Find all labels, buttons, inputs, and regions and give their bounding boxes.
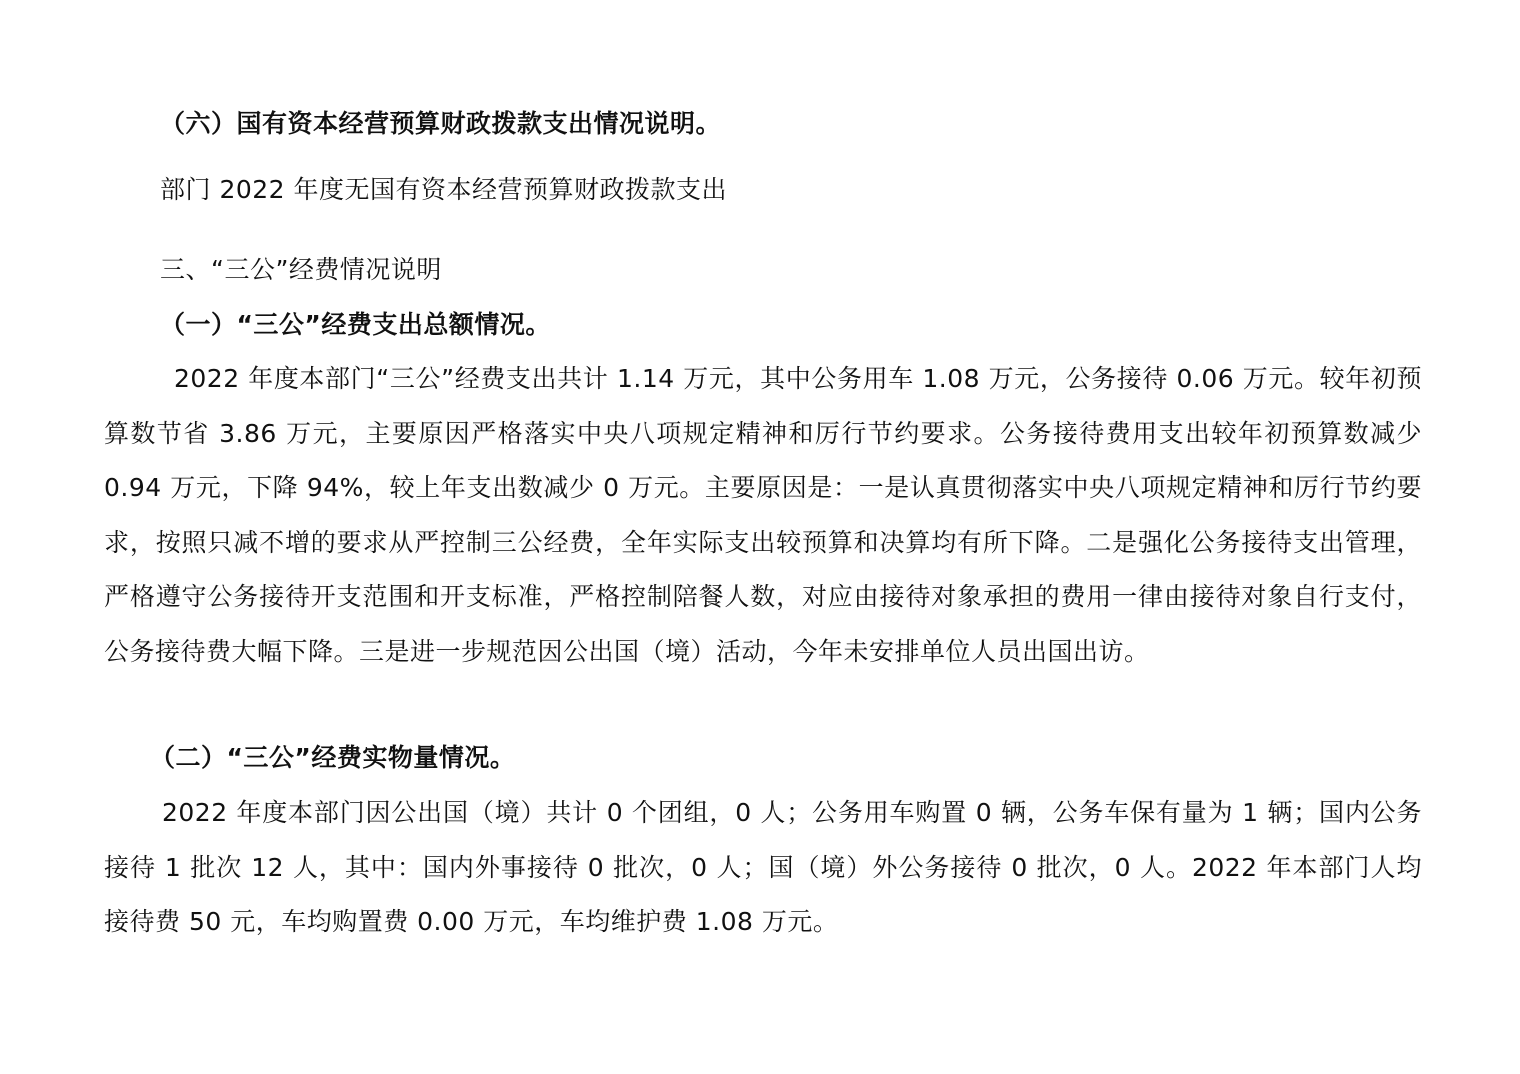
paragraph-three-public-total: 2022 年度本部门“三公”经费支出共计 1.14 万元，其中公务用车 1.08 万元，公务接待 0.06 万元。较年初预算数节省 3.86 万元，主要原因严格落实中央八项规定精神和厉行节约要求。公务接待费用支出较年初预算数减少 0.94 万元，下降 94%，较上年支出数减少 0 万元。主要原因是：一是认真贯彻落实中央八项规定精神和厉行节约要求，按照只减不增的要求从严控制三公经费，全年实际支出较预算和决算均有所下降。二是强化公务接待支出管理，严格遵守公务接待开支范围和开支标准，严格控制陪餐人数，对应由接待对象承担的费用一律由接待对象自行支付，公务接待费大幅下降。三是进一步规范因公出国（境）活动，今年未安排单位人员出国出访。 <box>104 364 1422 666</box>
heading-three-public-quantity: （二）“三公”经费实物量情况。 <box>150 743 516 772</box>
paragraph-state-capital-budget: 部门 2022 年度无国有资本经营预算财政拨款支出 <box>160 175 728 204</box>
paragraph-three-public-quantity: 2022 年度本部门因公出国（境）共计 0 个团组，0 人；公务用车购置 0 辆，公务车保有量为 1 辆；国内公务接待 1 批次 12 人，其中：国内外事接待 0 批次，0 人；国（境）外公务接待 0 批次，0 人。2022 年本部门人均接待费 50 元，车均购置费 0.00 万元，车均维护费 1.08 万元。 <box>104 798 1422 936</box>
heading-three-public-total: （一）“三公”经费支出总额情况。 <box>160 310 551 339</box>
heading-state-capital-budget: （六）国有资本经营预算财政拨款支出情况说明。 <box>160 109 722 138</box>
section-heading-three-public: 三、“三公”经费情况说明 <box>160 255 442 284</box>
